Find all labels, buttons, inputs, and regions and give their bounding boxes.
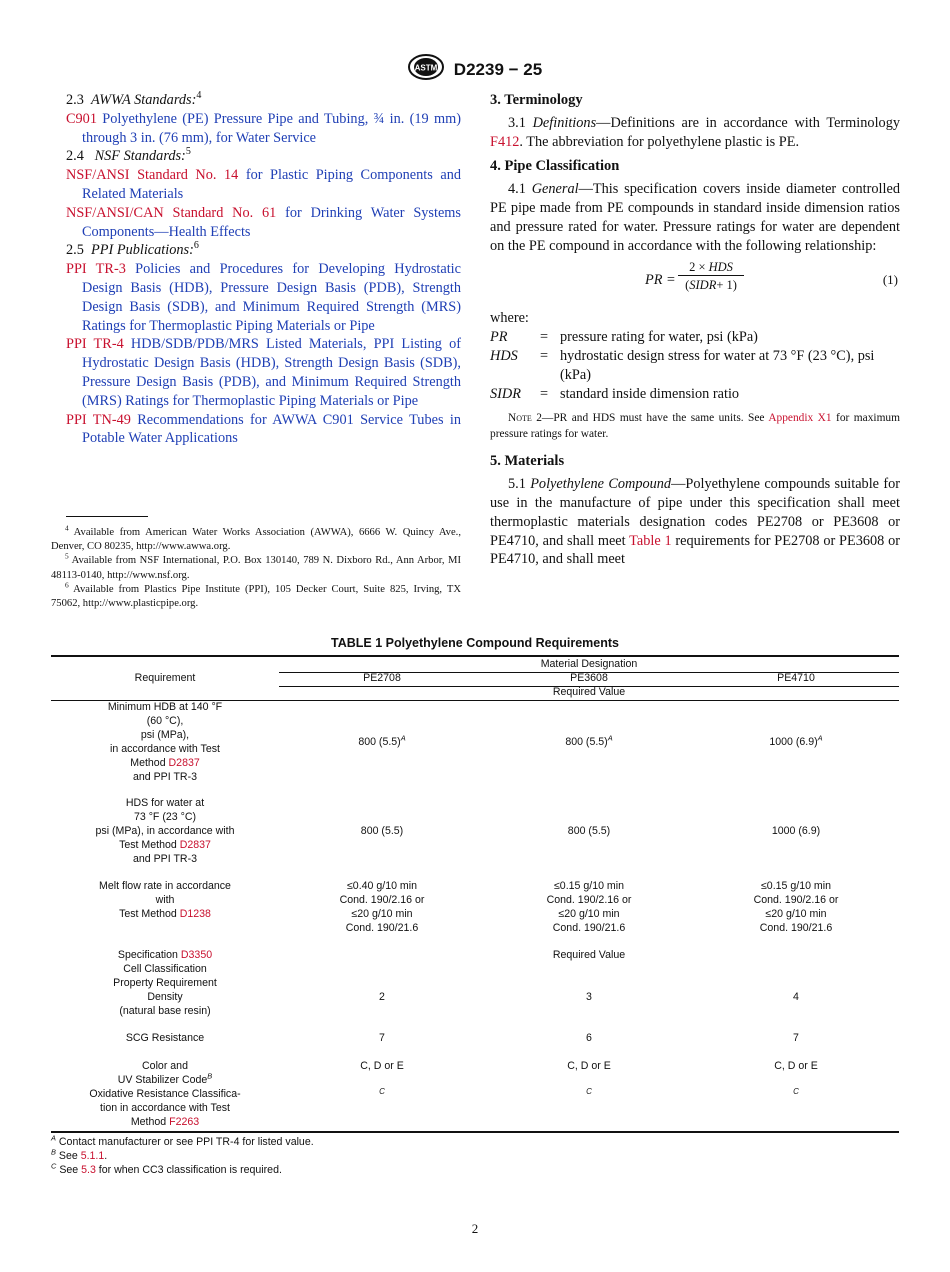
cell-text: 800 (5.5) — [358, 736, 401, 748]
table-footnote-ref: A — [400, 733, 406, 743]
ref-ppi-tr3 — [66, 260, 461, 335]
note-2 — [490, 411, 900, 442]
table-rule — [51, 655, 899, 657]
footnote-4 — [51, 523, 461, 554]
link-f2263[interactable]: F2263 — [169, 1115, 200, 1128]
heading-materials: 5. Materials — [490, 453, 565, 470]
cell-value: C, D or E — [774, 1060, 818, 1072]
para-title: General — [531, 181, 579, 198]
cell-value: 6 — [586, 1032, 592, 1044]
equation-numerator — [678, 259, 744, 276]
cell-line: ≤0.40 g/10 min — [346, 880, 417, 892]
definition-equals: = — [540, 385, 549, 402]
definition-equals: = — [540, 329, 549, 346]
eq-part: SIDR — [689, 278, 717, 293]
section-2-3-heading — [66, 91, 461, 110]
section-number: 2.5 — [66, 242, 84, 259]
equation-fraction — [678, 259, 744, 294]
cell-line: Property Requirement — [113, 976, 217, 989]
cell-line: ≤0.15 g/10 min — [553, 880, 624, 892]
cell-value — [279, 880, 485, 936]
col-header-material-designation: Material Designation — [540, 658, 638, 670]
cell-value — [693, 880, 899, 936]
left-column — [66, 91, 461, 448]
ref-ppi-tn49-link[interactable]: PPI TN-49 — [66, 411, 131, 428]
cell-text: 1000 (6.9) — [769, 736, 818, 748]
cell-line: Cond. 190/2.16 or — [546, 893, 632, 906]
equation-lhs: PR = — [645, 272, 676, 289]
col-header-required-value: Required Value — [552, 686, 626, 698]
cell-text: Specification — [117, 949, 181, 961]
cell-line: ≤20 g/10 min — [765, 907, 827, 920]
cell-text: 800 (5.5) — [565, 736, 608, 748]
ref-ppi-tr3-title[interactable]: Policies and Procedures for Developing Hydrostatic Design Basis (HDB), Pressure Design Basis (PDB), Strength Design Basis (SDB), and Minimum Required Strength (MRS) Ratings for Thermoplastic Piping Materials or Pipe — [82, 261, 461, 334]
para-number: 5.1 — [508, 476, 526, 493]
table-footnote-a — [51, 1135, 314, 1149]
cell-line: ≤20 g/10 min — [558, 907, 620, 920]
para-text: —Definitions are in accordance with Terminology — [596, 114, 900, 131]
definition-row — [490, 347, 900, 385]
equation-1 — [490, 259, 900, 303]
para-number: 3.1 — [508, 114, 526, 131]
link-d2837[interactable]: D2837 — [168, 756, 200, 769]
para-number: 4.1 — [508, 181, 526, 198]
para-text: —This specification covers inside diameter controlled PE pipe made from PE compounds in standard inside dimension ratios and pressure rated for water. Pressure ratings for water are dependent on the PE compound in accordance with the following relationship: — [490, 181, 900, 254]
cell-line: (60 °C), — [146, 714, 184, 727]
ref-nsf61-link[interactable]: NSF/ANSI/CAN Standard No. 61 — [66, 204, 277, 221]
footnote-text: Available from American Water Works Association (AWWA), 6666 W. Quincy Ave., Denver, CO 80235, http://www.awwa.org. — [51, 527, 461, 553]
table-footnote-text: See — [58, 1150, 81, 1162]
footnote-divider — [66, 516, 148, 517]
cell-value: C, D or E — [567, 1060, 611, 1072]
definition-row — [490, 385, 900, 404]
table-rule — [51, 1131, 899, 1133]
row-hds-label — [51, 797, 279, 867]
link-d3350[interactable]: D3350 — [180, 949, 213, 961]
link-appendix-x1[interactable]: Appendix X1 — [768, 412, 832, 425]
table-footnote-ref: A — [607, 733, 613, 743]
footnote-text: Available from Plastics Pipe Institute (PPI), 105 Decker Court, Suite 825, Irving, TX 75062, http://www.plasticpipe.org. — [51, 583, 461, 610]
cell-line — [51, 757, 279, 771]
table-footnote-ref: A — [817, 733, 823, 743]
section-number: 2.3 — [66, 92, 84, 108]
note-text: —PR and HDS must have the same units. See — [541, 412, 769, 425]
definition-text: standard inside dimension ratio — [560, 385, 740, 402]
footnote-6 — [51, 580, 461, 611]
row-d3350-label — [51, 949, 279, 991]
ref-nsf61-title[interactable]: for Drinking Water Systems Components—Health Effects — [82, 204, 461, 240]
ref-ppi-tn49 — [66, 411, 461, 449]
cell-value: 4 — [793, 991, 799, 1003]
col-header-pe2708: PE2708 — [363, 672, 401, 684]
equation-denominator — [678, 276, 744, 294]
cell-value — [279, 733, 485, 750]
table-footnote-mark: B — [51, 1147, 56, 1157]
cell-line: Color and — [142, 1060, 188, 1072]
cell-line — [51, 839, 279, 853]
astm-logo-icon — [408, 54, 444, 85]
row-density-label — [51, 991, 279, 1019]
link-d2837[interactable]: D2837 — [179, 838, 211, 851]
row-melt-flow-label — [51, 880, 279, 922]
para-3-1 — [490, 114, 900, 152]
cell-line: psi (MPa), — [140, 728, 190, 741]
link-5-1-1[interactable]: 5.1.1 — [80, 1150, 105, 1162]
section-2-4-heading — [66, 147, 461, 166]
cell-text: UV Stabilizer Code — [117, 1073, 208, 1086]
section-title: NSF Standards: — [94, 148, 186, 165]
ref-ppi-tr4 — [66, 335, 461, 410]
table-footnote-text: for when CC3 classification is required. — [95, 1164, 282, 1176]
cell-line — [51, 1116, 279, 1130]
cell-line: psi (MPa), in accordance with — [95, 824, 235, 837]
cell-line — [51, 908, 279, 922]
ref-ppi-tr4-link[interactable]: PPI TR-4 — [66, 336, 124, 353]
cell-value — [693, 733, 899, 750]
definition-equals: = — [540, 347, 549, 364]
para-5-1 — [490, 475, 900, 569]
ref-ppi-tr4-title[interactable]: HDB/SDB/PDB/MRS Listed Materials, PPI Listing of Hydrostatic Design Basis (HDB), Strength Design Basis (SDB), Pressure Design Basis (PDB), and Minimum Required Strength (MRS) Ratings for Thermoplastic Piping Materials or Pipe — [82, 336, 461, 409]
heading-terminology: 3. Terminology — [490, 92, 583, 108]
section-title: AWWA Standards: — [91, 92, 197, 108]
cell-line: Cond. 190/2.16 or — [339, 893, 425, 906]
footnote-number: 5 — [65, 551, 69, 561]
cell-value: 800 (5.5) — [360, 825, 404, 837]
definition-symbol: HDS — [490, 347, 518, 364]
definition-symbol: SIDR — [490, 385, 521, 402]
ref-nsf14 — [66, 166, 461, 204]
eq-part: 2 × — [689, 260, 709, 275]
definition-text: hydrostatic design stress for water at 73 °F (23 °C), psi (kPa) — [560, 347, 875, 383]
ref-nsf14-title[interactable]: for Plastic Piping Components and Related Materials — [82, 167, 462, 202]
cell-value — [485, 733, 693, 750]
cell-line: tion in accordance with Test — [100, 1101, 230, 1114]
section-2-5-heading — [66, 241, 461, 260]
table-footnote-text: . — [104, 1150, 108, 1162]
link-f412[interactable]: F412 — [490, 133, 520, 150]
col-header-requirement: Requirement — [134, 672, 196, 684]
definition-symbol: PR — [490, 329, 508, 346]
right-column — [490, 91, 900, 569]
footnote-number: 6 — [65, 580, 69, 590]
cell-line: (natural base resin) — [119, 1004, 211, 1017]
table-footnote-text: See — [59, 1164, 82, 1176]
cell-value: 800 (5.5) — [567, 825, 611, 837]
cell-line: Minimum HDB at 140 °F — [107, 701, 223, 713]
cell-line: 73 °F (23 °C) — [133, 810, 197, 823]
para-text: —Polyethylene compounds suitable for use in the manufacture of pipe under this specification shall meet thermoplastic materials designation codes PE2708 or PE3608 or PE4710, and shall meet — [490, 476, 900, 549]
link-d1238[interactable]: D1238 — [179, 907, 211, 920]
cell-value: 3 — [586, 991, 592, 1003]
cell-value: C — [586, 1087, 592, 1096]
cell-line: Cond. 190/21.6 — [759, 921, 833, 934]
row-scg-label: SCG Resistance — [125, 1032, 205, 1044]
footnote-number: 4 — [65, 523, 69, 533]
cell-line: with — [155, 893, 175, 906]
row-oxidative-label — [51, 1088, 279, 1130]
eq-part: HDS — [708, 260, 733, 275]
cell-line: Oxidative Resistance Classifica- — [89, 1088, 241, 1100]
ref-ppi-tn49-title[interactable]: Recommendations for AWWA C901 Service Tubes in Potable Water Applications — [82, 411, 461, 447]
cell-line: Cond. 190/21.6 — [552, 921, 626, 934]
cell-value: 2 — [379, 991, 385, 1003]
table-footnote-mark: A — [51, 1133, 56, 1143]
page-header — [0, 54, 950, 85]
para-text: requirements for PE2708 or PE3608 or PE4710, and shall meet — [490, 532, 900, 568]
footnote-5 — [51, 551, 461, 582]
cell-text: Method — [130, 756, 169, 769]
cell-required-value: Required Value — [552, 949, 626, 961]
astm-logo-text: ASTM — [414, 63, 438, 73]
cell-line: Cond. 190/2.16 or — [753, 893, 839, 906]
eq-part: ( — [685, 278, 690, 293]
cell-value: 7 — [379, 1032, 385, 1044]
document-designation: D2239 − 25 — [453, 59, 543, 79]
cell-line: ≤20 g/10 min — [351, 907, 413, 920]
cell-line: and PPI TR-3 — [133, 852, 197, 865]
ref-ppi-tr3-link[interactable]: PPI TR-3 — [66, 261, 126, 278]
para-4-1 — [490, 180, 900, 255]
cell-text: Test Method — [119, 838, 180, 851]
cell-line: HDS for water at — [125, 797, 205, 809]
cell-line: Melt flow rate in accordance — [99, 880, 231, 892]
footnotes — [51, 523, 461, 611]
cell-text: Test Method — [119, 907, 180, 920]
table-footnote-c — [51, 1163, 282, 1177]
table-footnote-ref: B — [207, 1071, 213, 1081]
cell-line: Cond. 190/21.6 — [345, 921, 419, 934]
ref-c901 — [66, 110, 461, 148]
definitions-list — [490, 328, 900, 403]
ref-nsf61 — [66, 204, 461, 242]
cell-value: 1000 (6.9) — [771, 825, 821, 837]
table-footnote-text: Contact manufacturer or see PPI TR-4 for listed value. — [58, 1136, 314, 1148]
cell-value: C — [379, 1087, 385, 1096]
footnote-ref: 4 — [196, 90, 202, 102]
para-text: . The abbreviation for polyethylene plastic is PE. — [519, 133, 800, 150]
section-title: PPI Publications: — [91, 242, 194, 259]
cell-line: ≤0.15 g/10 min — [760, 880, 831, 892]
para-title: Definitions — [532, 114, 597, 131]
link-table-1[interactable]: Table 1 — [629, 532, 672, 549]
cell-value: C — [793, 1087, 799, 1096]
para-title: Polyethylene Compound — [530, 476, 672, 493]
definition-row — [490, 328, 900, 347]
heading-pipe-classification: 4. Pipe Classification — [490, 158, 620, 175]
ref-c901-title[interactable]: Polyethylene (PE) Pressure Pipe and Tubing, ¾ in. (19 mm) through 3 in. (76 mm), for Water Service — [82, 110, 461, 146]
footnote-ref: 5 — [185, 146, 191, 158]
cell-line: Density — [147, 991, 183, 1003]
where-label: where: — [490, 310, 529, 327]
ref-nsf14-link[interactable]: NSF/ANSI Standard No. 14 — [66, 167, 239, 184]
cell-value: 7 — [793, 1032, 799, 1044]
footnote-text: Available from NSF International, P.O. Box 130140, 789 N. Dixboro Rd., Ann Arbor, MI 48113-0140, http://www.nsf.org. — [51, 555, 461, 581]
section-number: 2.4 — [66, 148, 84, 165]
definition-text: pressure rating for water, psi (kPa) — [560, 329, 758, 346]
page-number: 2 — [471, 1221, 479, 1236]
row-color-uv-label — [51, 1060, 279, 1088]
note-text: for maximum pressure ratings for water. — [490, 412, 900, 440]
note-label: Note 2 — [508, 412, 542, 425]
cell-text: Method — [130, 1115, 170, 1128]
cell-value: C, D or E — [360, 1060, 404, 1072]
cell-line — [51, 1071, 279, 1088]
cell-line: in accordance with Test — [110, 742, 220, 755]
equation-number: (1) — [882, 272, 898, 288]
row-min-hdb-label — [51, 701, 279, 784]
col-header-pe4710: PE4710 — [777, 672, 815, 684]
table-footnote-mark: C — [51, 1161, 57, 1171]
cell-line: and PPI TR-3 — [133, 770, 197, 783]
footnote-ref: 6 — [193, 240, 199, 252]
eq-part: + 1) — [716, 278, 737, 293]
link-5-3[interactable]: 5.3 — [81, 1164, 96, 1176]
ref-c901-link[interactable]: C901 — [66, 110, 97, 127]
col-header-pe3608: PE3608 — [570, 672, 608, 684]
table-title: TABLE 1 Polyethylene Compound Requirements — [330, 636, 619, 650]
table-footnote-b — [51, 1149, 107, 1163]
cell-line — [51, 949, 279, 963]
cell-line: Cell Classification — [123, 962, 207, 975]
cell-value — [485, 880, 693, 936]
